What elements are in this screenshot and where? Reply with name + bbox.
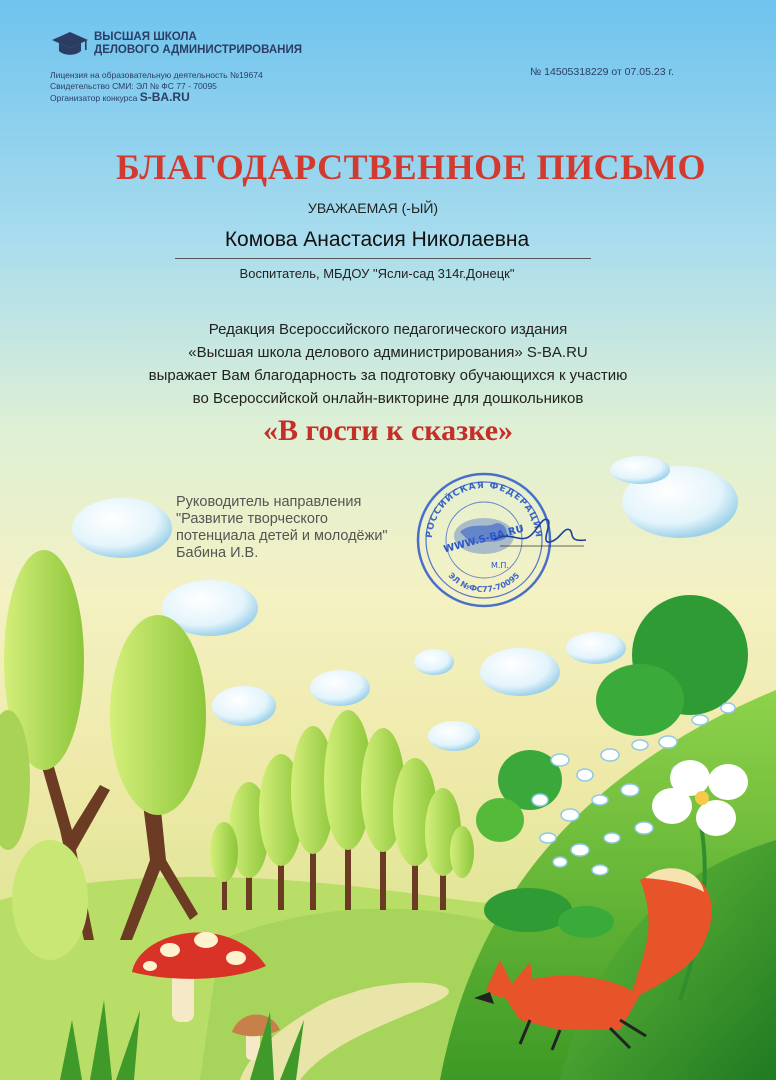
body-line: выражает Вам благодарность за подготовку обучающихся к участию — [148, 367, 628, 384]
signer-department: "Развитие творческого — [176, 511, 328, 527]
document-number: № 14505318229 от 07.05.23 г. — [530, 66, 674, 78]
org-name-line1: ВЫСШАЯ ШКОЛА — [94, 31, 197, 43]
signer-title: Руководитель направления — [176, 494, 362, 510]
org-name-line2: ДЕЛОВОГО АДМИНИСТРИРОВАНИЯ — [94, 44, 303, 56]
letter-title: БЛАГОДАРСТВЕННОЕ ПИСЬМО — [115, 147, 707, 187]
org-name — [94, 31, 302, 57]
stamp-bottom-text: ЭЛ №ФС77-70095 — [446, 570, 522, 595]
recipient-position: Воспитатель, МБДОУ "Ясли-сад 314г.Донецк" — [239, 266, 515, 281]
body-line: «Высшая школа делового администрирования» S-BA.RU — [188, 344, 588, 361]
org-logo — [50, 30, 302, 58]
body-line: во Всероссийской онлайн-викторине для дошкольников — [192, 390, 584, 407]
license-text: Лицензия на образовательную деятельность №19674 — [50, 70, 263, 80]
quiz-title: «В гости к сказке» — [262, 414, 514, 447]
stamp-center-text: WWW.S-BA.RU — [442, 523, 526, 556]
signature-block — [176, 494, 388, 562]
salutation: УВАЖАЕМАЯ (-ЫЙ) — [307, 200, 439, 216]
name-underline — [175, 258, 591, 259]
svg-text:ЭЛ №ФС77-70095 — [447, 571, 522, 594]
stamp-top-text: РОССИЙСКАЯ ФЕДЕРАЦИЯ — [424, 480, 544, 539]
letter-body — [0, 318, 776, 410]
organizer-label: Организатор конкурса — [50, 93, 138, 103]
signer-name: Бабина И.В. — [176, 545, 259, 561]
handwritten-signature — [490, 500, 590, 560]
stamp-mark: М.П. — [490, 561, 510, 570]
org-info — [50, 70, 263, 104]
graduation-cap-icon — [50, 30, 90, 58]
signer-department: потенциала детей и молодёжи" — [176, 528, 388, 544]
organizer-site: S-BA.RU — [139, 90, 190, 104]
body-line: Редакция Всероссийского педагогического издания — [208, 321, 568, 338]
organizer-line — [50, 92, 263, 104]
media-certificate-text: Свидетельство СМИ: ЭЛ № ФС 77 - 70095 — [50, 81, 217, 91]
recipient-name: Комова Анастасия Николаевна — [224, 228, 530, 251]
